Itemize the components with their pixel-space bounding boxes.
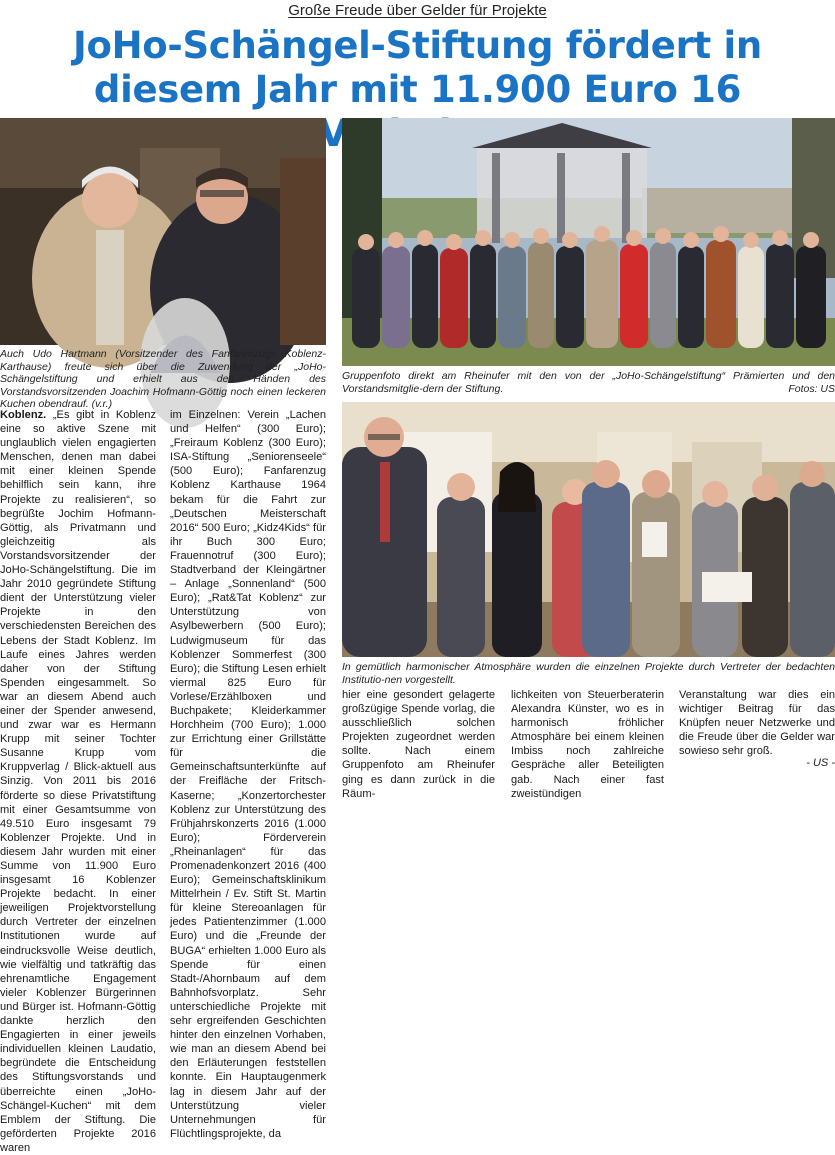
article-column-5: Veranstaltung war dies ein wichtiger Beitrag für das Knüpfen neuer Netzwerke und die Freude über die Gelder war sowieso sehr groß. (679, 689, 835, 758)
headline-line-1: JoHo-Schängel-Stiftung fördert in (73, 24, 762, 67)
article-column-2: im Einzelnen: Verein „Lachen und Helfen“ (300 Euro); „Freiraum Koblenz (300 Euro); ISA-Stiftung „Seniorenseele“ (500 Euro); Fanfarenzug Koblenz Karthause 1964 bekam für die Fahrt zur „Deutschen Meisterschaft 2016“ 500 Euro; „Kidz4Kids“ für ihr Buch 300 Euro; Frauennotruf (300 Euro); Stadtverband der Kleingärtner – Anlage „Sonnenland“ (500 Euro); „Rat&Tat Koblenz“ zur Unterstützung von Asylbewerbern (500 Euro); Ludwigmuseum für das Koblenzer Sommerfest (300 Euro); die Stiftung Lesen erhielt viermal 825 Euro für Vorlese/Erzählboxen und Buchpakete; Kleiderkammer Horchheim (700 Euro); 1.000 zur Errichtung einer Grillstätte für die Gemeinschaftsunterkünfte auf der Freifläche der Fritsch-Kaserne; „Konzertorchester Koblenz zur Unterstützung des Frühjahrskonzerts 2016 (1.000 Euro); Förderverein „Rheinanlagen“ für das Promenadenkonzert 2016 (400 Euro); Gemeinschaftsklinikum Mittelrhein / Ev. Stift St. Martin für kleine Stereoanlagen für jedes Patientenzimmer (1.000 Euro) und die „Freunde der BUGA“ erhielten 1.000 Euro als Spende für einen Stadt-/Ahornbaum auf dem Bahnhofsvorplatz. Sehr unterschiedliche Projekte mit sehr ergreifenden Geschichten hinter den einzelnen Vorhaben, wie man an diesem Abend bei den Erläuterungen feststellen konnte. Ein Hauptaugenmerk lag in diesem Jahr auf der Unterstützung vieler Unternehmungen für Flüchtlingsprojekte, da (170, 409, 326, 1140)
article-dateline: Koblenz. (0, 409, 47, 421)
photo-credit: Fotos: US (788, 383, 835, 395)
article-column-1-text: „Es gibt in Koblenz eine so aktive Szene mit unglaublich vielen engagierten Menschen, denen man dabei mit einer kleinen Spende behilflich sein kann, ihre Projekte zu realisieren“, so begrüßte Jochim Hofmann-Göttig, als Privatmann und gleichzeitig als Vorstandsvorsitzender der JoHo-Schängelstiftung. Die im Jahr 2010 gegründete Stiftung dient der Unterstützung vieler Projekte in den verschiedensten Bereichen des Lebens der Stadt Koblenz. Im Laufe eines Jahres werden daher von der Stiftung Spenden eingesammelt. So war an diesem Abend auch einer der Spender anwesend, und zwar war es Hermann Krupp mit seiner Tochter Susanne Krupp vom Kruppverlag / Blick-aktuell aus Sinzig. Von 2011 bis 2016 förderte so diese Privatstiftung mit einer Gesamtsumme von 49.510 Euro insgesamt 79 Koblenzer Projekte. Und in diesem Jahr wurden mit einer Summe von 11.900 Euro insgesamt 16 Koblenzer Projekte bedacht. In einer jeweiligen Projektvorstellung durch Vertreter der einzelnen Institutionen wurde auf eindrucksvolle Weise deutlich, wie vielfältig und tatkräftig das ehrenamtliche Engagement vieler Koblenzer Bürgerinnen und Bürger ist. Hofmann-Göttig dankte herzlich den Engagierten in einer jeweils individuellen kleinen Laudatio, begründete die Entscheidung des Stiftungsvorstands und überreichte einen „JoHo-Schängel-Kuchen“ mit dem Emblem der Stiftung. Die geförderten Projekte 2016 waren (0, 409, 156, 1154)
caption-photo-3: In gemütlich harmonischer Atmosphäre wurden die einzelnen Projekte durch Vertreter der bedachten Institutio-nen vorgestellt. (342, 661, 835, 686)
photo-project-presentation-image (342, 402, 835, 657)
headline-line-2: diesem Jahr mit 11.900 Euro 16 (93, 68, 742, 111)
photo-hartmann-cake (0, 118, 326, 345)
article-column-3: hier eine gesondert gelagerte großzügige Spende vorlag, die ausschließlich solchen Projekten zugeordnet werden sollte. Nach einem Gruppenfoto am Rheinufer ging es dann zurück in die Räum- (342, 689, 495, 800)
photo-group-rheinufer-image (342, 118, 835, 366)
author-signature: - US - (806, 757, 835, 769)
article-column-4: lichkeiten von Steuerberaterin Alexandra Künster, wo es in harmonisch fröhlicher Atmosphäre bei einem kleinen Imbiss noch zahlreiche Gespräche aller Beteiligten gab. Nach einer fast zweistündigen (511, 689, 664, 800)
article-column-1 (0, 408, 156, 1154)
caption-photo-2: Gruppenfoto direkt am Rheinufer mit den von der „JoHo-Schängelstiftung“ Prämierten und den Vorstandsmitglie-dern der Stiftung. (342, 370, 835, 395)
photo-group-rheinufer (342, 118, 835, 366)
photo-hartmann-cake-image (0, 118, 326, 345)
photo-project-presentation (342, 402, 835, 657)
caption-photo-1: Auch Udo Hartmann (Vorsitzender des Fanfarenzugs Koblenz-Karthause) freute sich über die Zuwendung der „JoHo-Schängelstiftung und erhielt aus den Händen des Vorstandsvorsitzenden Joachim Hofmann-Göttig noch einen leckeren Kuchen obendrauf. (v.r.) (0, 348, 326, 411)
kicker-subheading: Große Freude über Gelder für Projekte (288, 2, 547, 19)
